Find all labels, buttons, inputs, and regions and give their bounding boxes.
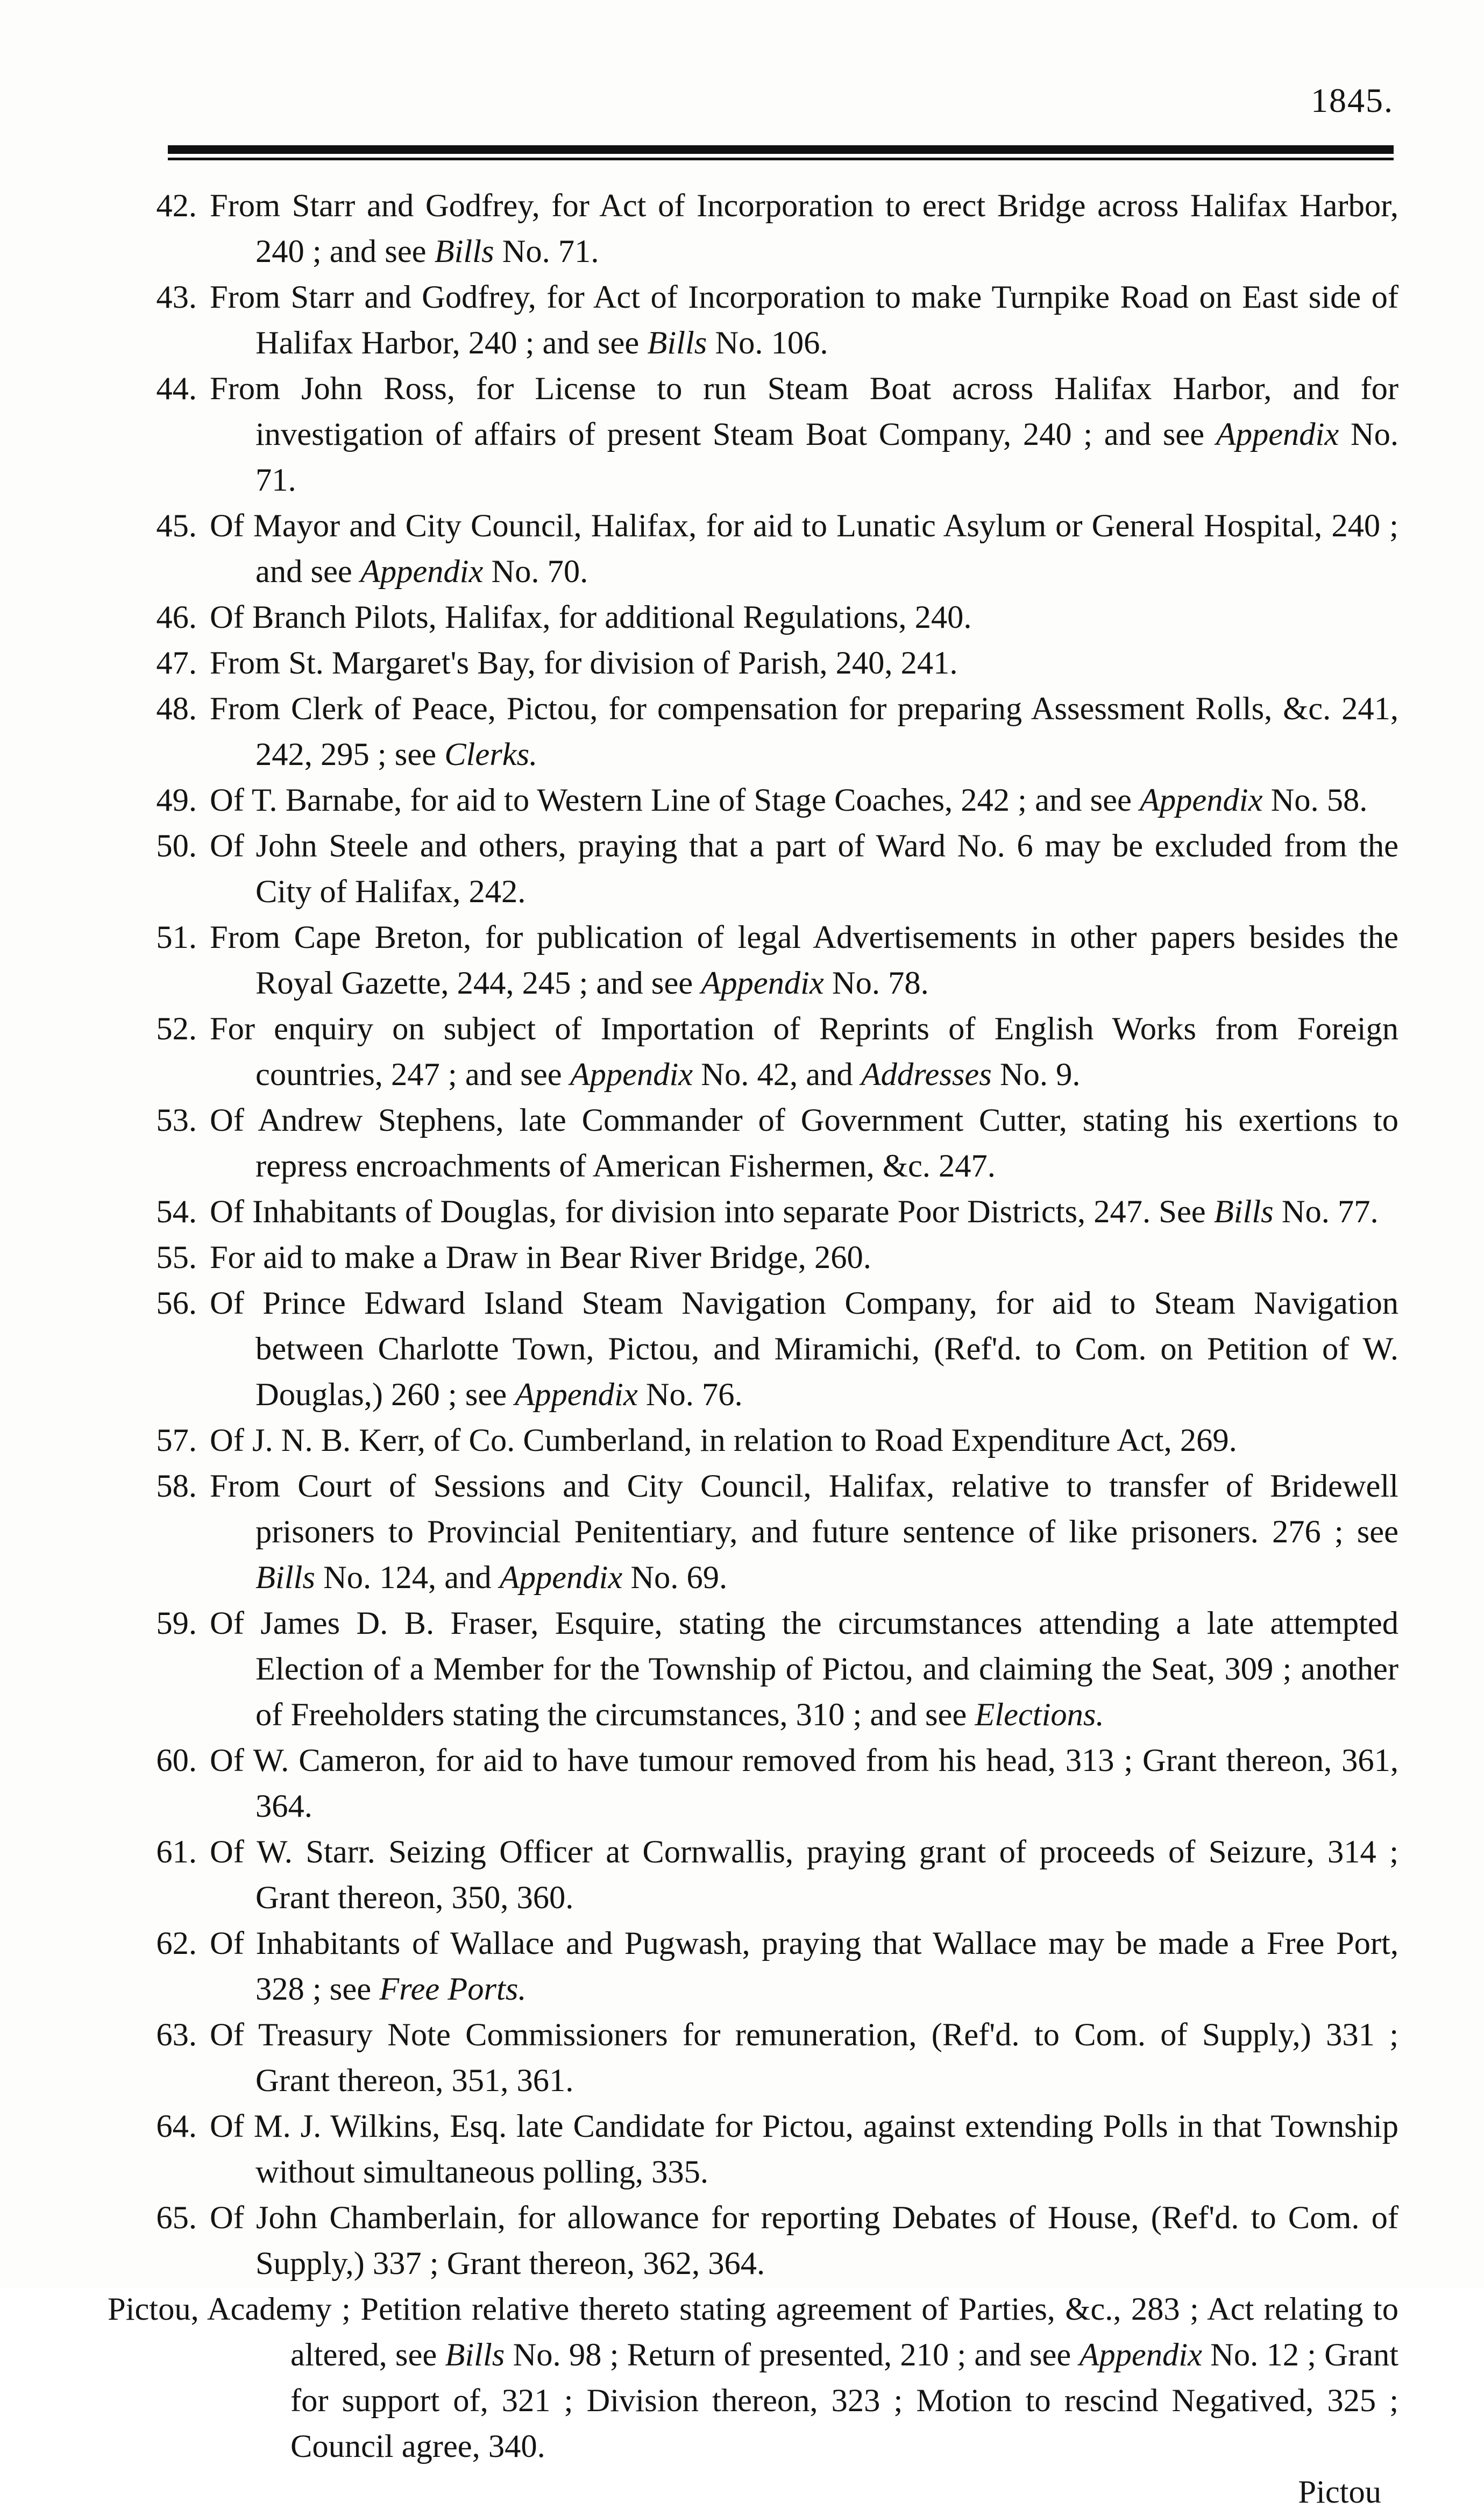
entry-tail: No. 71. bbox=[494, 233, 599, 270]
entry-tail: No. 77. bbox=[1273, 1194, 1379, 1230]
entry-number: 56. bbox=[156, 1285, 197, 1321]
entry-number: 60. bbox=[156, 1742, 197, 1779]
entry-item bbox=[108, 1600, 1398, 1738]
entry-text: Of Andrew Stephens, late Commander of Government Cutter, stating his exertions to repress encroachments of American Fishermen, &c. 247. bbox=[210, 1102, 1398, 1184]
entry-item bbox=[108, 915, 1398, 1006]
entry-text bbox=[210, 686, 1398, 777]
entry-number: 61. bbox=[156, 1834, 197, 1870]
entry-text: Of John Chamberlain, for allowance for reporting Debates of House, (Ref'd. to Com. of Supply,) 337 ; Grant thereon, 362, 364. bbox=[210, 2200, 1398, 2282]
entry-text bbox=[210, 1463, 1398, 1600]
entry-number: 54. bbox=[156, 1194, 197, 1230]
entry-ref2: Appendix bbox=[499, 1560, 623, 1596]
entry-text bbox=[210, 1600, 1398, 1738]
entry-number: 59. bbox=[156, 1605, 197, 1641]
entry-item bbox=[108, 1235, 1398, 1280]
entry-item bbox=[108, 777, 1398, 823]
entry-text bbox=[210, 1189, 1398, 1235]
entry-item bbox=[108, 1006, 1398, 1097]
entry-item bbox=[108, 1189, 1398, 1235]
entry-text: Of J. N. B. Kerr, of Co. Cumberland, in relation to Road Expenditure Act, 269. bbox=[210, 1422, 1237, 1458]
entry-text bbox=[210, 274, 1398, 366]
entry-ref: Bills bbox=[1213, 1194, 1274, 1230]
entry-ref: Clerks. bbox=[444, 736, 538, 773]
entry-tail: No. 106. bbox=[707, 325, 828, 361]
entry-item bbox=[108, 2103, 1398, 2195]
entry-text bbox=[210, 1738, 1398, 1829]
entry-number: 43. bbox=[156, 279, 197, 315]
entry-text: Of T. Barnabe, for aid to Western Line of Stage Coaches, 242 ; and see bbox=[210, 782, 1140, 818]
entry-text bbox=[210, 594, 1398, 640]
entry-tail2: No. 9. bbox=[991, 1057, 1081, 1093]
entry-text: From Starr and Godfrey, for Act of Incorporation to make Turnpike Road on East side of Halifax Harbor, 240 ; and see bbox=[210, 279, 1398, 361]
entry-text bbox=[210, 1921, 1398, 2012]
entry-number: 52. bbox=[156, 1011, 197, 1047]
pictou-academy-entry bbox=[108, 2286, 1398, 2469]
entry-item bbox=[108, 686, 1398, 777]
header-rule-thin bbox=[168, 158, 1394, 160]
pictou-entry-text: Pictou, Academy ; Petition relative thereto stating agreement of Parties, &c., 283 ; Act relating to altered, see bbox=[108, 2291, 1398, 2373]
entry-ref: Appendix bbox=[570, 1057, 693, 1093]
entry-text bbox=[210, 1829, 1398, 1921]
petition-entries bbox=[108, 183, 1398, 2286]
entry-tail: No. 124, and bbox=[315, 1560, 500, 1596]
entry-text: Of John Steele and others, praying that a part of Ward No. 6 may be excluded from the City of Halifax, 242. bbox=[210, 828, 1398, 910]
entry-item bbox=[108, 1738, 1398, 1829]
entry-number: 57. bbox=[156, 1422, 197, 1458]
entry-ref: Appendix bbox=[1139, 782, 1263, 818]
entry-text: From John Ross, for License to run Steam Boat across Halifax Harbor, and for investigation of affairs of present Steam Boat Company, 240 ; and see bbox=[210, 371, 1398, 452]
entry-text bbox=[210, 1418, 1398, 1463]
entry-tail: No. 78. bbox=[823, 965, 929, 1001]
entry-text: Of Treasury Note Commissioners for remuneration, (Ref'd. to Com. of Supply,) 331 ; Grant thereon, 351, 361. bbox=[210, 2017, 1398, 2099]
entry-item bbox=[108, 640, 1398, 686]
entry-item bbox=[108, 183, 1398, 274]
entry-tail: No. 42, and bbox=[693, 1057, 861, 1093]
entry-number: 49. bbox=[156, 782, 197, 818]
entry-text: From Clerk of Peace, Pictou, for compensation for preparing Assessment Rolls, &c. 241, 242, 295 ; see bbox=[210, 691, 1398, 773]
entry-ref: Appendix bbox=[515, 1377, 638, 1413]
entry-ref: Bills bbox=[647, 325, 707, 361]
entry-number: 44. bbox=[156, 371, 197, 407]
entry-number: 58. bbox=[156, 1468, 197, 1504]
entry-number: 62. bbox=[156, 1925, 197, 1961]
entry-number: 55. bbox=[156, 1239, 197, 1276]
entry-number: 42. bbox=[156, 188, 197, 224]
entry-number: 45. bbox=[156, 508, 197, 544]
entry-tail: No. 71. bbox=[255, 416, 1398, 498]
entry-text: Of W. Cameron, for aid to have tumour removed from his head, 313 ; Grant thereon, 361, 364. bbox=[210, 1742, 1398, 1824]
page-year-header: 1845. bbox=[1311, 81, 1394, 119]
entry-ref: Appendix bbox=[360, 554, 484, 590]
entry-number: 48. bbox=[156, 691, 197, 727]
entry-text bbox=[210, 1006, 1398, 1097]
index-content bbox=[108, 183, 1398, 2515]
pictou-entry-tail: No. 12 ; Grant for support of, 321 ; Division thereon, 323 ; Motion to rescind Negatived, 325 ; Council agree, 340. bbox=[290, 2337, 1399, 2464]
entry-item bbox=[108, 1280, 1398, 1418]
entry-item bbox=[108, 366, 1398, 503]
entry-text bbox=[210, 2103, 1398, 2195]
entry-number: 64. bbox=[156, 2108, 197, 2144]
entry-item bbox=[108, 1463, 1398, 1600]
entry-tail: No. 76. bbox=[637, 1377, 743, 1413]
header-double-rule bbox=[168, 145, 1394, 161]
entry-item bbox=[108, 274, 1398, 366]
entry-number: 51. bbox=[156, 919, 197, 955]
entry-item bbox=[108, 823, 1398, 915]
entry-ref: Free Ports. bbox=[379, 1971, 527, 2007]
entry-number: 53. bbox=[156, 1102, 197, 1138]
catchword: Pictou bbox=[1298, 2474, 1381, 2510]
entry-ref: Bills bbox=[434, 233, 494, 270]
entry-tail2: No. 69. bbox=[622, 1560, 728, 1596]
entry-item bbox=[108, 2012, 1398, 2103]
pictou-entry-ref: Bills bbox=[445, 2337, 505, 2373]
entry-text: From Court of Sessions and City Council, Halifax, relative to transfer of Bridewell prisoners to Provincial Penitentiary, and future sentence of like prisoners. 276 ; see bbox=[210, 1468, 1398, 1550]
entry-text: Of Branch Pilots, Halifax, for additional Regulations, 240. bbox=[210, 599, 972, 635]
entry-text bbox=[210, 1097, 1398, 1189]
entry-text bbox=[210, 503, 1398, 594]
entry-text: Of W. Starr. Seizing Officer at Cornwallis, praying grant of proceeds of Seizure, 314 ; Grant thereon, 350, 360. bbox=[210, 1834, 1398, 1916]
entry-tail: No. 58. bbox=[1262, 782, 1368, 818]
entry-text bbox=[210, 1280, 1398, 1418]
entry-text: Of Inhabitants of Wallace and Pugwash, praying that Wallace may be made a Free Port, 328 ; see bbox=[210, 1925, 1398, 2007]
entry-number: 47. bbox=[156, 645, 197, 681]
entry-text bbox=[210, 1235, 1398, 1280]
entry-item bbox=[108, 1418, 1398, 1463]
entry-number: 50. bbox=[156, 828, 197, 864]
pictou-entry-mid: No. 98 ; Return of presented, 210 ; and see bbox=[505, 2337, 1080, 2373]
entry-tail: No. 70. bbox=[483, 554, 588, 590]
entry-text bbox=[210, 366, 1398, 503]
entry-item bbox=[108, 1829, 1398, 1921]
entry-text bbox=[210, 183, 1398, 274]
entry-text: Of M. J. Wilkins, Esq. late Candidate for Pictou, against extending Polls in that Township without simultaneous polling, 335. bbox=[210, 2108, 1398, 2190]
entry-text bbox=[210, 2195, 1398, 2286]
entry-ref: Appendix bbox=[701, 965, 824, 1001]
pictou-entry-ref2: Appendix bbox=[1079, 2337, 1202, 2373]
entry-ref: Elections. bbox=[975, 1697, 1104, 1733]
entry-text: Of James D. B. Fraser, Esquire, stating the circumstances attending a late attempted Election of a Member for the Township of Pictou, and claiming the Seat, 309 ; another of Freeholders stating the circumstances, 310 ; and see bbox=[210, 1605, 1398, 1733]
entry-ref: Appendix bbox=[1216, 416, 1339, 452]
entry-item bbox=[108, 594, 1398, 640]
entry-ref: Bills bbox=[255, 1560, 315, 1596]
entry-text bbox=[210, 823, 1398, 915]
entry-number: 46. bbox=[156, 599, 197, 635]
entry-text: For enquiry on subject of Importation of Reprints of English Works from Foreign countries, 247 ; and see bbox=[210, 1011, 1398, 1093]
entry-item bbox=[108, 2195, 1398, 2286]
entry-text: For aid to make a Draw in Bear River Bridge, 260. bbox=[210, 1239, 871, 1276]
entry-text: From Cape Breton, for publication of legal Advertisements in other papers besides the Royal Gazette, 244, 245 ; and see bbox=[210, 919, 1398, 1001]
entry-text: From Starr and Godfrey, for Act of Incorporation to erect Bridge across Halifax Harbor, 240 ; and see bbox=[210, 188, 1398, 270]
entry-number: 65. bbox=[156, 2200, 197, 2236]
entry-text: Of Prince Edward Island Steam Navigation Company, for aid to Steam Navigation between Charlotte Town, Pictou, and Miramichi, (Ref'd. to Com. on Petition of W. Douglas,) 260 ; see bbox=[210, 1285, 1398, 1413]
entry-text bbox=[210, 640, 1398, 686]
entry-item bbox=[108, 1097, 1398, 1189]
entry-ref2: Addresses bbox=[861, 1057, 992, 1093]
entry-text bbox=[210, 777, 1398, 823]
entry-item bbox=[108, 1921, 1398, 2012]
entry-number: 63. bbox=[156, 2017, 197, 2053]
entry-text bbox=[210, 915, 1398, 1006]
entry-text bbox=[210, 2012, 1398, 2103]
header-rule-thick bbox=[168, 145, 1394, 154]
entry-text: Of Mayor and City Council, Halifax, for aid to Lunatic Asylum or General Hospital, 240 ; and see bbox=[210, 508, 1398, 590]
entry-text: Of Inhabitants of Douglas, for division into separate Poor Districts, 247. See bbox=[210, 1194, 1214, 1230]
entry-text: From St. Margaret's Bay, for division of Parish, 240, 241. bbox=[210, 645, 958, 681]
entry-item bbox=[108, 503, 1398, 594]
